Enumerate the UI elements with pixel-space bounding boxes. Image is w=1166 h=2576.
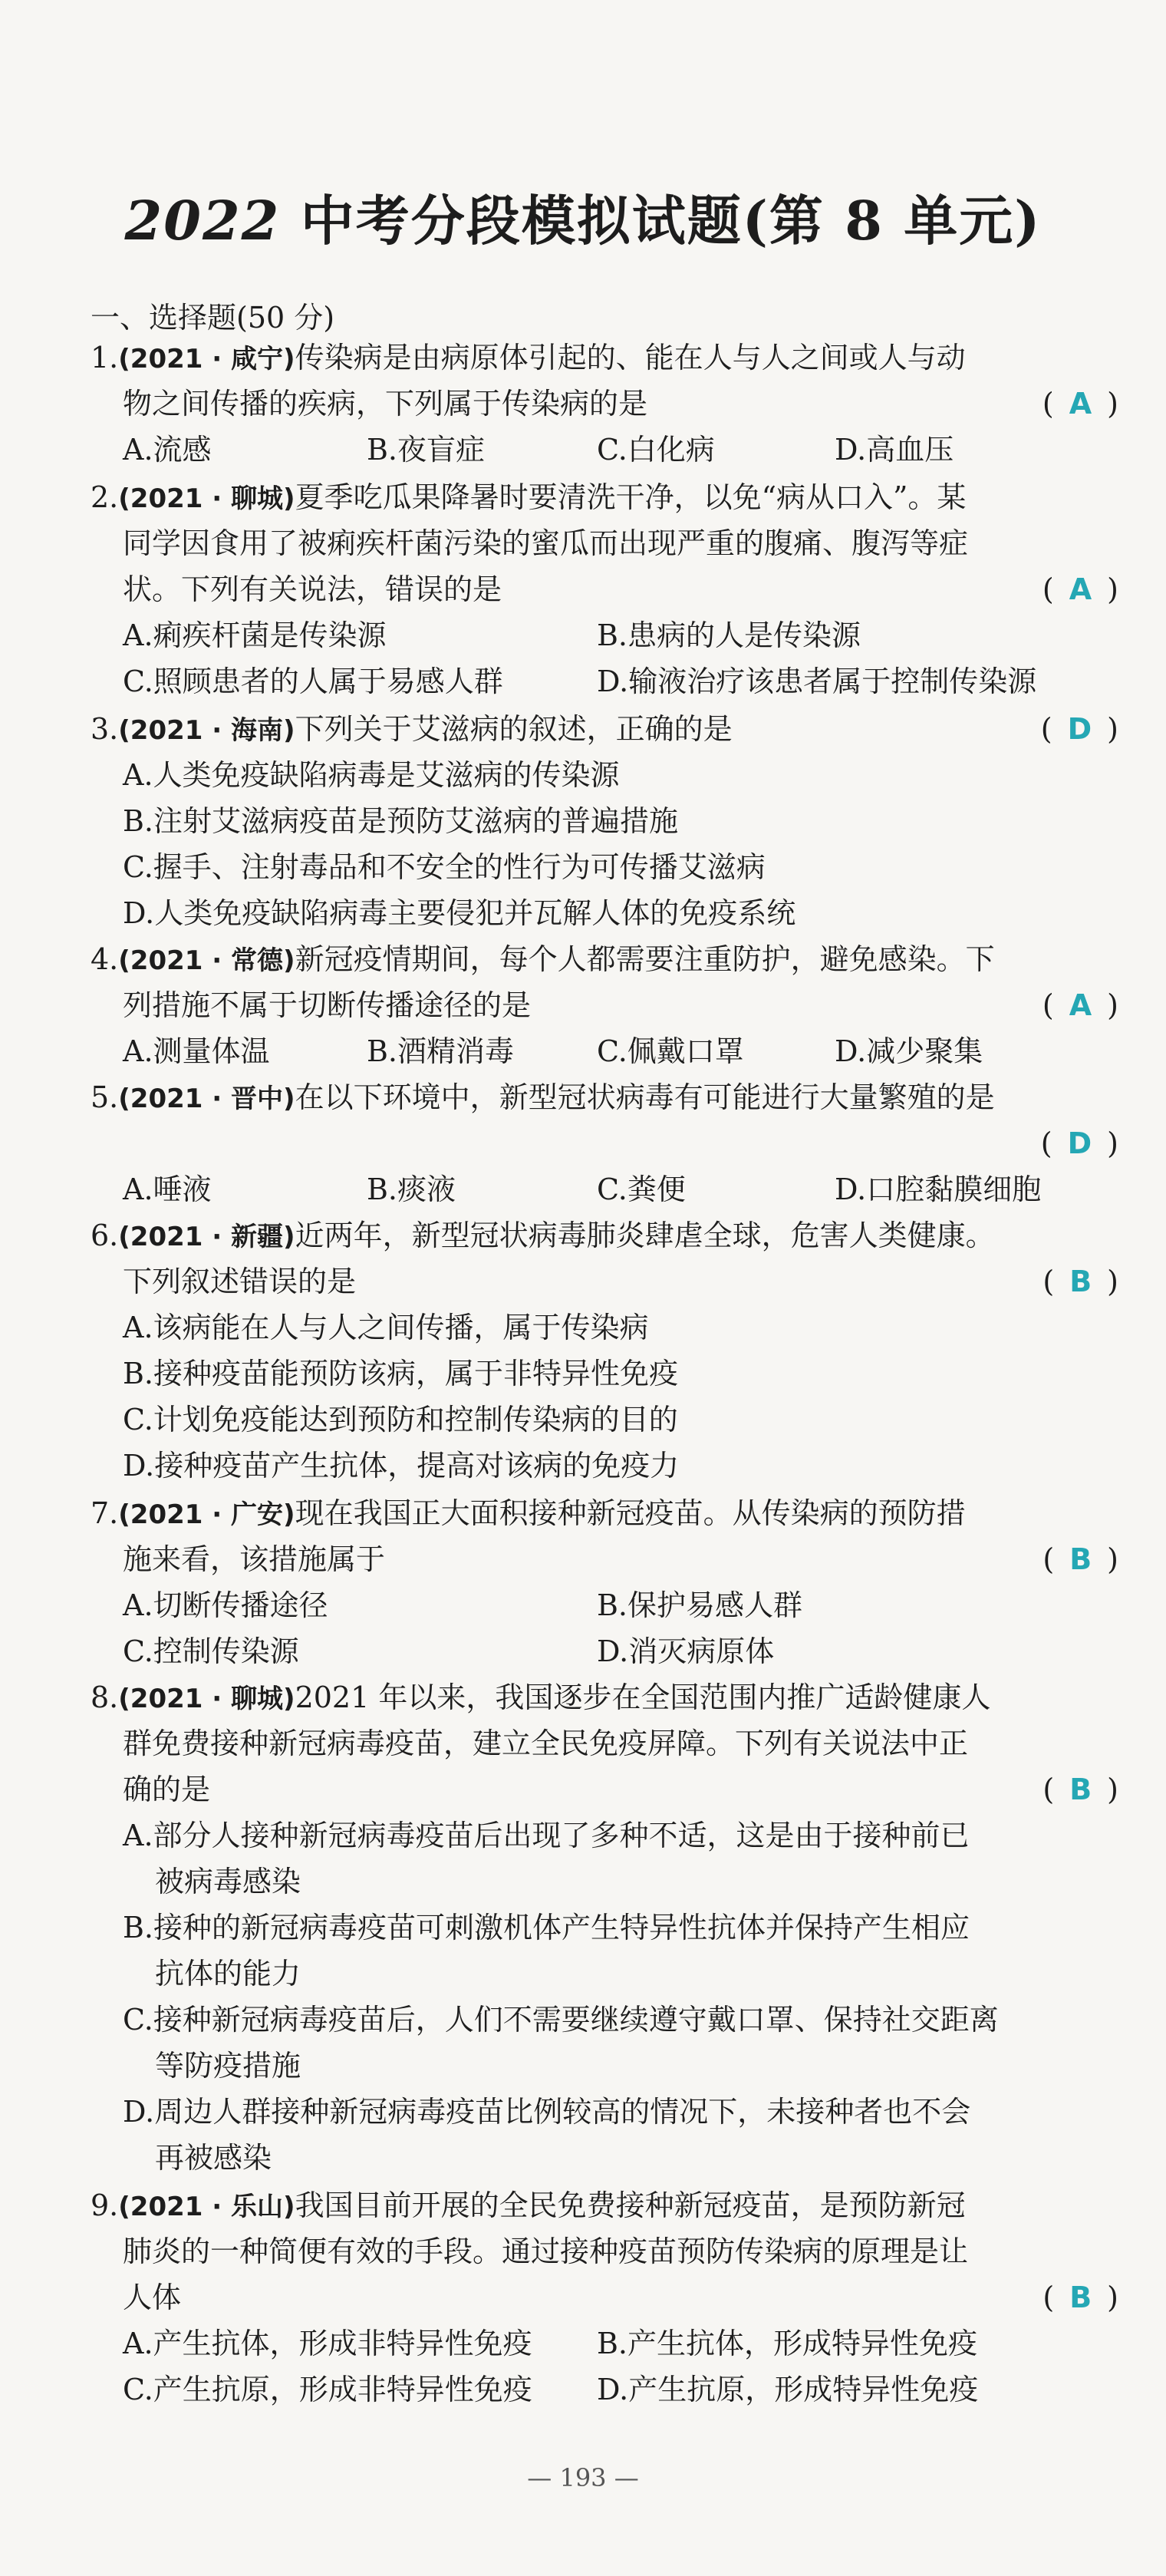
answer-letter: B bbox=[1069, 2281, 1092, 2314]
question-text: 我国目前开展的全民免费接种新冠疫苗，是预防新冠 bbox=[295, 2188, 966, 2222]
question-number: 3. bbox=[91, 712, 119, 746]
answer-box: ( A ) bbox=[1042, 988, 1118, 1022]
option-d: D.接种疫苗产生抗体，提高对该病的免疫力 bbox=[123, 1449, 680, 1483]
question-source: (2021 · 海南) bbox=[118, 715, 295, 746]
option-a: A.产生抗体，形成非特异性免疫 bbox=[123, 2327, 532, 2360]
title-year: 2022 bbox=[124, 189, 281, 252]
option-b: B.注射艾滋病疫苗是预防艾滋病的普遍措施 bbox=[123, 804, 679, 838]
answer-box: ( A ) bbox=[1042, 572, 1118, 606]
page-number: — 193 — bbox=[527, 2463, 639, 2492]
question-source: (2021 · 咸宁) bbox=[118, 344, 295, 374]
option-d-cont: 再被感染 bbox=[155, 2141, 272, 2175]
option-d: D.输液治疗该患者属于控制传染源 bbox=[597, 665, 1037, 698]
option-a: A.部分人接种新冠病毒疫苗后出现了多种不适，这是由于接种前已 bbox=[123, 1819, 970, 1852]
question-text: 现在我国正大面积接种新冠疫苗。从传染病的预防措 bbox=[295, 1496, 966, 1530]
option-c: C.接种新冠病毒疫苗后，人们不需要继续遵守戴口罩、保持社交距离 bbox=[123, 2003, 999, 2037]
answer-letter: A bbox=[1069, 988, 1092, 1022]
answer-letter: D bbox=[1067, 712, 1092, 746]
answer-box: ( B ) bbox=[1042, 1265, 1118, 1298]
option-d: D.口腔黏膜细胞 bbox=[835, 1173, 1042, 1206]
option-a-cont: 被病毒感染 bbox=[155, 1865, 301, 1898]
question-5 bbox=[91, 1076, 995, 1120]
question-text: 确的是 bbox=[123, 1773, 211, 1806]
option-c-cont: 等防疫措施 bbox=[155, 2049, 301, 2083]
option-b: B.患病的人是传染源 bbox=[597, 618, 861, 652]
question-text: 群免费接种新冠病毒疫苗，建立全民免疫屏障。下列有关说法中正 bbox=[123, 1727, 969, 1760]
section-heading: 一、选择题(50 分) bbox=[91, 301, 335, 335]
option-d: D.产生抗原，形成特异性免疫 bbox=[597, 2373, 979, 2406]
option-b: B.接种的新冠病毒疫苗可刺激机体产生特异性抗体并保持产生相应 bbox=[123, 1911, 970, 1944]
question-2 bbox=[91, 476, 966, 520]
option-c: C.握手、注射毒品和不安全的性行为可传播艾滋病 bbox=[123, 850, 766, 884]
option-d: D.高血压 bbox=[835, 433, 954, 467]
question-text: 列措施不属于切断传播途径的是 bbox=[123, 988, 532, 1022]
option-d: D.周边人群接种新冠病毒疫苗比例较高的情况下，未接种者也不会 bbox=[123, 2095, 971, 2129]
option-a: A.该病能在人与人之间传播，属于传染病 bbox=[123, 1311, 649, 1344]
question-1 bbox=[91, 336, 966, 381]
question-text: 同学因食用了被痢疾杆菌污染的蜜瓜而出现严重的腹痛、腹泻等症 bbox=[123, 526, 969, 560]
question-text: 物之间传播的疾病，下列属于传染病的是 bbox=[123, 387, 648, 421]
option-b: B.夜盲症 bbox=[367, 433, 486, 467]
page-title bbox=[0, 178, 1166, 256]
question-7 bbox=[91, 1492, 966, 1536]
question-text: 近两年，新型冠状病毒肺炎肆虐全球，危害人类健康。 bbox=[295, 1219, 995, 1252]
option-c: C.计划免疫能达到预防和控制传染病的目的 bbox=[123, 1403, 678, 1436]
question-text: 新冠疫情期间，每个人都需要注重防护，避免感染。下 bbox=[295, 942, 995, 976]
option-b: B.产生抗体，形成特异性免疫 bbox=[597, 2327, 978, 2360]
question-source: (2021 · 常德) bbox=[118, 945, 295, 976]
answer-letter: A bbox=[1069, 572, 1092, 606]
question-number: 2. bbox=[91, 480, 119, 514]
question-text: 施来看，该措施属于 bbox=[123, 1542, 386, 1576]
answer-letter: D bbox=[1067, 1126, 1092, 1160]
question-source: (2021 · 乐山) bbox=[118, 2192, 295, 2222]
question-number: 6. bbox=[91, 1219, 119, 1252]
option-a: A.流感 bbox=[123, 433, 212, 467]
question-number: 7. bbox=[91, 1496, 119, 1530]
answer-box: ( B ) bbox=[1042, 2281, 1118, 2314]
option-c: C.照顾患者的人属于易感人群 bbox=[123, 665, 503, 698]
answer-box: ( D ) bbox=[1040, 712, 1118, 746]
question-text: 肺炎的一种简便有效的手段。通过接种疫苗预防传染病的原理是让 bbox=[123, 2235, 969, 2268]
question-text: 状。下列有关说法，错误的是 bbox=[123, 572, 502, 606]
option-d: D.人类免疫缺陷病毒主要侵犯并瓦解人体的免疫系统 bbox=[123, 896, 796, 930]
option-a: A.切断传播途径 bbox=[123, 1588, 328, 1622]
option-c: C.佩戴口罩 bbox=[597, 1034, 744, 1068]
question-source: (2021 · 晋中) bbox=[118, 1084, 295, 1114]
title-text: 中考分段模拟试题(第 8 单元) bbox=[280, 189, 1042, 252]
question-source: (2021 · 聊城) bbox=[118, 483, 295, 514]
question-4 bbox=[91, 938, 995, 982]
answer-box: ( D ) bbox=[1040, 1126, 1118, 1160]
question-8 bbox=[91, 1676, 990, 1720]
answer-letter: B bbox=[1069, 1542, 1092, 1576]
answer-letter: B bbox=[1069, 1773, 1092, 1806]
question-text: 在以下环境中，新型冠状病毒有可能进行大量繁殖的是 bbox=[295, 1080, 995, 1114]
question-text: 2021 年以来，我国逐步在全国范围内推广适龄健康人 bbox=[295, 1681, 991, 1714]
question-text: 夏季吃瓜果降暑时要清洗干净，以免“病从口入”。某 bbox=[295, 480, 967, 514]
option-b: B.接种疫苗能预防该病，属于非特异性免疫 bbox=[123, 1357, 679, 1390]
option-d: D.减少聚集 bbox=[835, 1034, 983, 1068]
option-c: C.白化病 bbox=[597, 433, 715, 467]
answer-box: ( B ) bbox=[1042, 1773, 1118, 1806]
option-b-cont: 抗体的能力 bbox=[155, 1957, 301, 1991]
question-number: 8. bbox=[91, 1681, 119, 1714]
question-source: (2021 · 新疆) bbox=[118, 1222, 295, 1252]
question-9 bbox=[91, 2184, 966, 2228]
question-3 bbox=[91, 707, 733, 752]
option-b: B.痰液 bbox=[367, 1173, 456, 1206]
answer-letter: A bbox=[1069, 387, 1092, 421]
answer-box: ( A ) bbox=[1042, 387, 1118, 421]
question-text: 下列叙述错误的是 bbox=[123, 1265, 357, 1298]
question-number: 9. bbox=[91, 2188, 119, 2222]
option-c: C.控制传染源 bbox=[123, 1634, 299, 1668]
option-b: B.酒精消毒 bbox=[367, 1034, 515, 1068]
question-6 bbox=[91, 1214, 995, 1258]
question-source: (2021 · 聊城) bbox=[118, 1684, 295, 1714]
option-c: C.产生抗原，形成非特异性免疫 bbox=[123, 2373, 532, 2406]
question-text: 下列关于艾滋病的叙述，正确的是 bbox=[295, 712, 733, 746]
option-c: C.粪便 bbox=[597, 1173, 686, 1206]
option-a: A.测量体温 bbox=[123, 1034, 270, 1068]
question-number: 5. bbox=[91, 1080, 119, 1114]
option-d: D.消灭病原体 bbox=[597, 1634, 775, 1668]
option-a: A.唾液 bbox=[123, 1173, 212, 1206]
question-text: 人体 bbox=[123, 2281, 182, 2314]
answer-box: ( B ) bbox=[1042, 1542, 1118, 1576]
option-a: A.人类免疫缺陷病毒是艾滋病的传染源 bbox=[123, 758, 620, 792]
question-number: 4. bbox=[91, 942, 119, 976]
answer-letter: B bbox=[1069, 1265, 1092, 1298]
option-b: B.保护易感人群 bbox=[597, 1588, 803, 1622]
question-source: (2021 · 广安) bbox=[118, 1499, 295, 1530]
question-text: 传染病是由病原体引起的、能在人与人之间或人与动 bbox=[295, 341, 966, 374]
option-a: A.痢疾杆菌是传染源 bbox=[123, 618, 387, 652]
question-number: 1. bbox=[91, 341, 119, 374]
